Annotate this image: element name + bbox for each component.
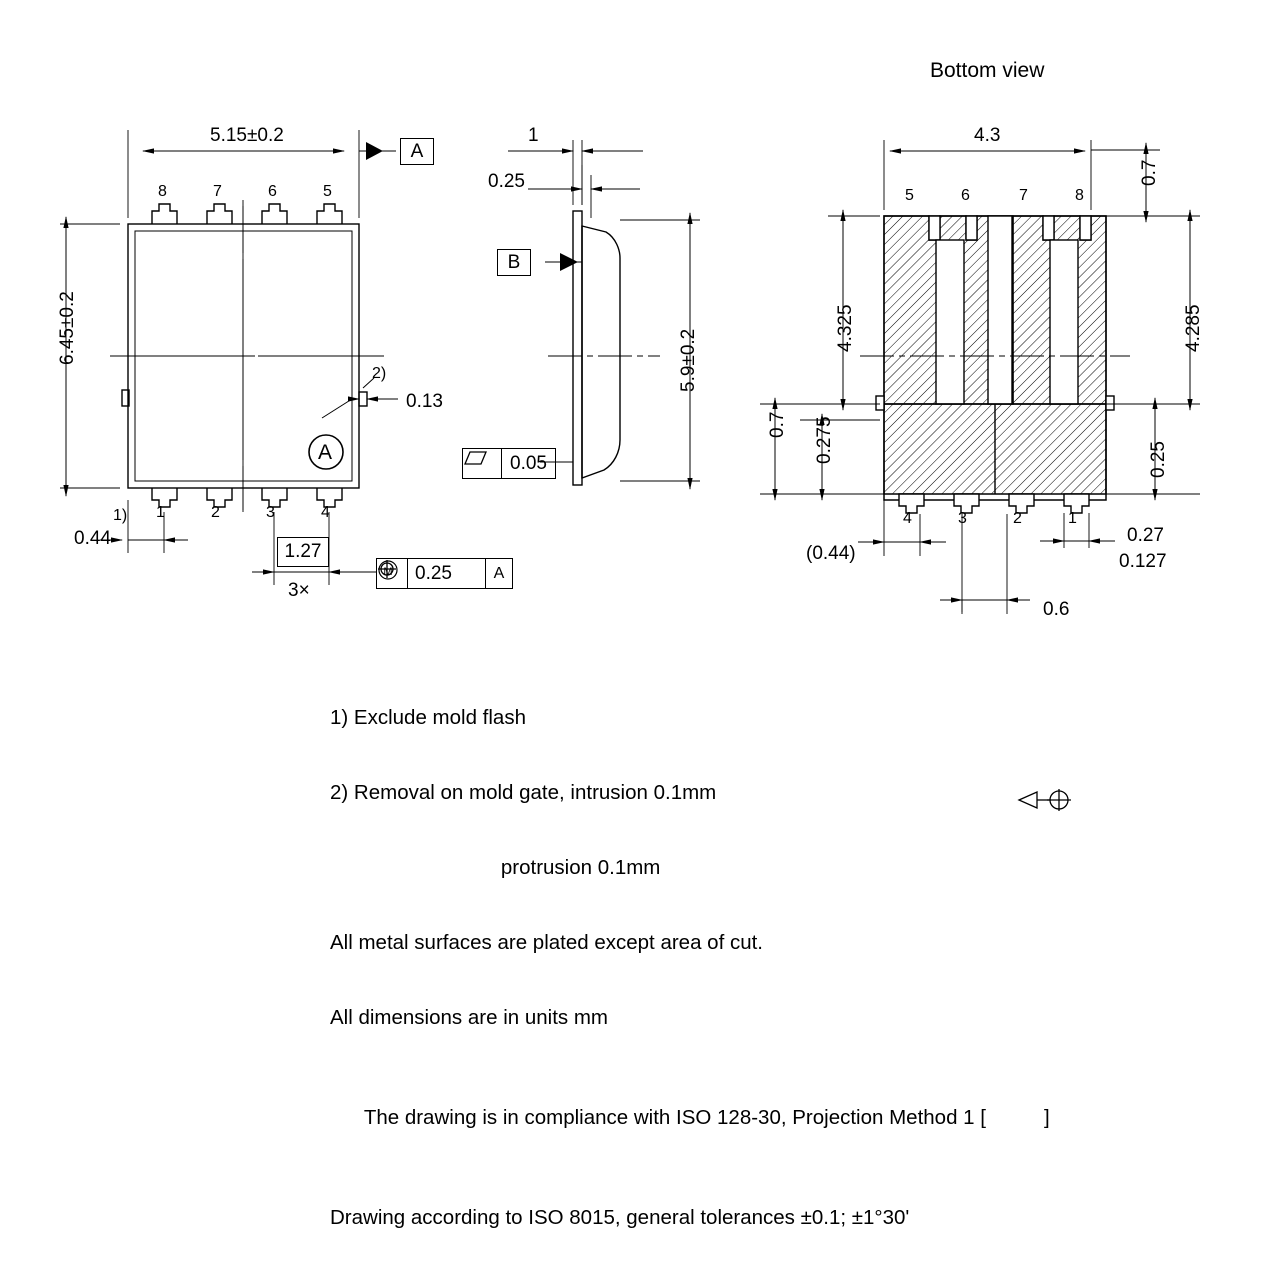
- dim-bottom-lead-width-upper: 0.27: [1127, 525, 1164, 546]
- bottom-pin-label-5: 5: [905, 187, 914, 204]
- datum-b-label: B: [507, 251, 521, 273]
- note-2-cont: protrusion 0.1mm: [330, 856, 661, 879]
- parallelism-symbol-icon: [463, 449, 502, 478]
- dim-bottom-lead-spacing: 0.6: [1043, 599, 1070, 620]
- note-plating: All metal surfaces are plated except area of cut.: [330, 931, 764, 954]
- bottom-pin-label-1: 1: [1068, 510, 1077, 527]
- position-datum: A: [485, 559, 512, 588]
- pin-label-5: 5: [323, 183, 332, 200]
- dim-bottom-left-lower-2: 0.275: [814, 416, 835, 464]
- bottom-pin-label-6: 6: [961, 187, 970, 204]
- notes-block: [330, 655, 1050, 1280]
- dim-top-height: 6.45±0.2: [57, 291, 78, 365]
- pin-label-6: 6: [268, 183, 277, 200]
- svg-text:M: M: [383, 566, 393, 578]
- note-2: 2) Removal on mold gate, intrusion 0.1mm: [330, 781, 717, 804]
- detail-a-callout: A: [318, 441, 333, 464]
- dim-bottom-lead-offset: (0.44): [806, 543, 856, 564]
- dim-side-standoff: 0.25: [488, 171, 525, 192]
- dim-top-width: 5.15±0.2: [210, 125, 284, 146]
- dim-side-body-length: 5.9±0.2: [678, 328, 699, 392]
- flatness-tolerance: 0.05: [510, 452, 547, 474]
- dim-bottom-left-lower-1: 0.7: [767, 411, 788, 438]
- dim-bottom-lead-width-lower: 0.127: [1119, 551, 1167, 572]
- dim-pitch-boxed: [277, 537, 329, 567]
- note-iso-suffix: ]: [1043, 1106, 1050, 1129]
- pin-label-7: 7: [213, 183, 222, 200]
- dim-pitch-multiplier: 3×: [288, 580, 310, 601]
- pin-label-3: 3: [266, 504, 275, 521]
- bottom-pin-label-7: 7: [1019, 187, 1028, 204]
- feature-control-frame: [376, 558, 513, 589]
- bottom-pin-label-3: 3: [958, 510, 967, 527]
- dim-bottom-pad-width: 4.3: [974, 125, 1001, 146]
- datum-b: [497, 249, 531, 276]
- note-units: All dimensions are in units mm: [330, 1006, 608, 1029]
- bottom-pin-label-2: 2: [1013, 510, 1022, 527]
- pin-label-1: 1: [156, 504, 165, 521]
- note-iso-prefix: The drawing is in compliance with ISO 128-30, Projection Method 1 [: [363, 1106, 986, 1129]
- dim-side-lead-thickness: 1: [528, 125, 539, 146]
- pin-label-8: 8: [158, 183, 167, 200]
- pin-label-2: 2: [211, 504, 220, 521]
- dim-gate-removal: 0.13: [406, 391, 443, 412]
- bottom-pin-label-4: 4: [903, 510, 912, 527]
- dim-bottom-left-overall: 4.325: [835, 304, 856, 352]
- dim-bottom-top-right-gap: 0.7: [1139, 159, 1160, 186]
- note-ref-2: 2): [372, 365, 387, 382]
- flatness-control-frame: [462, 448, 556, 479]
- note-iso-projection: [330, 1080, 1050, 1155]
- note-1: 1) Exclude mold flash: [330, 706, 526, 729]
- dim-bottom-right-overall: 4.285: [1183, 304, 1204, 352]
- datum-a-top-label: A: [410, 140, 424, 162]
- datum-a-top: [400, 138, 434, 165]
- pin-label-4: 4: [321, 504, 330, 521]
- note-ref-1: 1): [113, 507, 128, 524]
- dim-pitch-label: 1.27: [284, 541, 322, 562]
- position-tolerance: 0.25: [415, 562, 452, 584]
- note-tolerances: Drawing according to ISO 8015, general tolerances ±0.1; ±1°30': [330, 1206, 910, 1229]
- dim-bottom-right-lower: 0.25: [1148, 441, 1169, 478]
- dim-lead-offset: 0.44: [74, 528, 111, 549]
- bottom-view-title: Bottom view: [930, 59, 1045, 82]
- bottom-pin-label-8: 8: [1075, 187, 1084, 204]
